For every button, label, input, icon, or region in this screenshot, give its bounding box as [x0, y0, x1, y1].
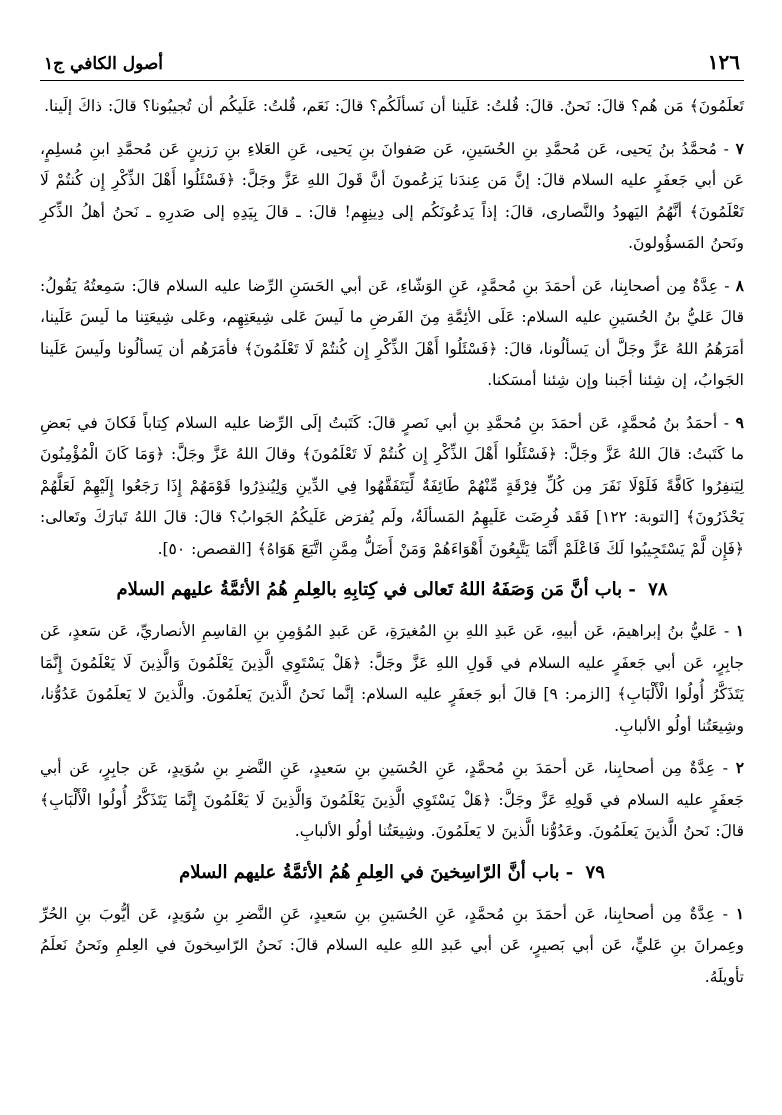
page-body	[40, 91, 744, 993]
page-number: ١٢٦	[707, 50, 740, 74]
book-title: أصول الكافي ج١	[44, 54, 164, 74]
chapter-heading: ٧٩ - باب أنَّ الرّاسِخينَ في العِلمِ هُمُ الأئمَّةُ عليهم السلام	[179, 861, 605, 883]
paragraph: ٧ - مُحمَّدُ بنُ يَحيى، عَن مُحمَّدِ بنِ الحُسَينِ، عَن صَفوانَ بنِ يَحيى، عَنِ العَلاءِ بنِ رَزينٍ عَن مُحمَّدِ ابنِ مُسلِمٍ، عَن أبي جَعفَرٍ عليه السلام قالَ: إنَّ مَن عِندَنا يَزعُمونَ أنَّ قَولَ اللهِ عَزَّ وجَلَّ: ﴿فَسْئَلُوا أَهْلَ الذِّكْرِ إِن كُنتُمْ لَا تَعْلَمُونَ﴾ أنَّهُمُ اليَهودُ والنَّصارى، قالَ: إذاً يَدعُونَكُم إلى دِينِهِم! قالَ: ـ قالَ بِيَدِهِ إلى صَدرِهِ ـ نَحنُ أهلُ الذِّكرِ ونَحنُ المَسؤُولونَ.	[40, 138, 744, 252]
paragraph: ٨ - عِدَّةٌ مِن أصحابِنا، عَن أحمَدَ بنِ مُحمَّدٍ، عَنِ الوَشّاءِ، عَن أبي الحَسَنِ الرِّضا عليه السلام قالَ: سَمِعتُهُ يَقُولُ: قالَ عَليُّ بنُ الحُسَينِ عليه السلام: عَلَى الأئِمَّةِ مِنَ الفَرضِ ما لَيسَ عَلى شِيعَتِهِم، وعَلى شِيعَتِنا ما لَيسَ عَلَينا، أمَرَهُمُ اللهُ عَزَّ وجَلَّ أن يَسألُونا، قالَ: ﴿فَسْئَلُوا أَهْلَ الذِّكْرِ إِن كُنتُمْ لَا تَعْلَمُونَ﴾ فأمَرَهُم أن يَسألُونا ولَيسَ عَلَينا الجَوابُ، إن شِئنا أجَبنا وإن شِئنا أمسَكنا.	[40, 275, 744, 389]
paragraph: ١ - عَليُّ بنُ إبراهيمَ، عَن أبيهِ، عَن عَبدِ اللهِ بنِ المُغيرَةِ، عَن عَبدِ المُؤمِنِ بنِ القاسِمِ الأنصاريِّ، عَن سَعدٍ، عَن جابِرٍ، عَن أبي جَعفَرٍ عليه السلام في قَولِ اللهِ عَزَّ وجَلَّ: ﴿هَلْ يَسْتَوِي الَّذِينَ يَعْلَمُونَ وَالَّذِينَ لَا يَعْلَمُونَ إِنَّمَا يَتَذَكَّرُ أُولُوا الْأَلْبَابِ﴾ [الزمر: ٩] قالَ أبو جَعفَرٍ عليه السلام: إنَّما نَحنُ الَّذينَ يَعلَمُونَ. والَّذينَ لا يَعلَمُونَ عَدُوُّنا، وشِيعَتُنا أولُو الألبابِ.	[40, 621, 745, 735]
page-header	[40, 40, 744, 74]
chapter-heading: ٧٨ - باب أنَّ مَن وَصَفَهُ اللهُ تَعالى في كِتابِهِ بالعِلمِ هُمُ الأئمَّةُ عليهم السلام	[116, 579, 668, 600]
paragraph: تَعلَمُونَ﴾ مَن هُم؟ قالَ: نَحنُ. قالَ: قُلتُ: عَلَينا أن نَسألَكُم؟ قالَ: نَعَم، قُلتُ: عَلَيكُم أن تُجيبُونا؟ قالَ: ذاكَ إلَينا.	[44, 97, 744, 115]
chapter-number: ٧٨	[648, 579, 668, 600]
hadith-number: ٢	[735, 758, 745, 777]
paragraph: ٢ - عِدَّةٌ مِن أصحابِنا، عَن أحمَدَ بنِ مُحمَّدٍ، عَنِ الحُسَينِ بنِ سَعيدٍ، عَنِ النَّضرِ بنِ سُوَيدٍ، عَن جابِرٍ، عَن أبي جَعفَرٍ عليه السلام في قَولِهِ عَزَّ وجَلَّ: ﴿هَلْ يَسْتَوِي الَّذِينَ يَعْلَمُونَ وَالَّذِينَ لَا يَعْلَمُونَ إِنَّمَا يَتَذَكَّرُ أُولُوا الْأَلْبَابِ﴾ قالَ: نَحنُ الَّذينَ يَعلَمُونَ. وعَدُوُّنا الَّذينَ لا يَعلَمُونَ. وشِيعَتُنا أولُو الألبابِ.	[40, 758, 745, 840]
chapter-title: باب أنَّ الرّاسِخينَ في العِلمِ هُمُ الأئمَّةُ عليهم السلام	[179, 861, 560, 883]
chapter-number: ٧٩	[585, 861, 605, 883]
hadith-number: ٧	[735, 138, 744, 158]
hadith-number: ٨	[735, 275, 744, 295]
chapter-title: باب أنَّ مَن وَصَفَهُ اللهُ تَعالى في كِتابِهِ بالعِلمِ هُمُ الأئمَّةُ عليهم السلام	[116, 579, 623, 600]
hadith-number: ٩	[735, 412, 744, 432]
header-rule	[40, 80, 744, 81]
hadith-number: ١	[735, 903, 745, 923]
paragraph: ٩ - أحمَدُ بنُ مُحمَّدٍ، عَن أحمَدَ بنِ مُحمَّدِ بنِ أبي نَصرٍ قالَ: كَتَبتُ إلَى الرِّضا عليه السلام كِتاباً فَكانَ في بَعضِ ما كَتَبتُ: قالَ اللهُ عَزَّ وجَلَّ: ﴿فَسْئَلُوا أَهْلَ الذِّكْرِ إِن كُنتُمْ لَا تَعْلَمُونَ﴾ وقالَ اللهُ عَزَّ وجَلَّ: ﴿وَمَا كَانَ الْمُؤْمِنُونَ لِيَنفِرُوا كَافَّةً فَلَوْلَا نَفَرَ مِن كُلِّ فِرْقَةٍ مِّنْهُمْ طَائِفَةٌ لِّيَتَفَقَّهُوا فِي الدِّينِ وَلِيُنذِرُوا قَوْمَهُمْ إِذَا رَجَعُوا إِلَيْهِمْ لَعَلَّهُمْ يَحْذَرُونَ﴾ [التوبة: ١٢٢] فَقَد فُرِضَت عَلَيهِمُ المَسألَةُ، ولَم يُفرَض عَلَيكُمُ الجَوابُ؟ قالَ: قالَ اللهُ تَبارَكَ وتَعالى: ﴿فَإِن لَّمْ يَسْتَجِيبُوا لَكَ فَاعْلَمْ أَنَّمَا يَتَّبِعُونَ أَهْوَاءَهُمْ وَمَنْ أَضَلُّ مِمَّنِ اتَّبَعَ هَوَاهُ﴾ [القصص: ٥٠].	[40, 412, 744, 558]
hadith-number: ١	[735, 621, 745, 640]
paragraph: ١ - عِدَّةٌ مِن أصحابِنا، عَن أحمَدَ بنِ مُحمَّدٍ، عَنِ الحُسَينِ بنِ سَعيدٍ، عَنِ النَّضرِ بنِ سُوَيدٍ، عَن أيُّوبَ بنِ الحُرِّ وعِمرانَ بنِ عَليٍّ، عَن أبي بَصيرٍ، عَن أبي عَبدِ اللهِ عليه السلام قالَ: نَحنُ الرّاسِخونَ في العِلمِ ونَحنُ نَعلَمُ تأويلَهُ.	[40, 903, 745, 986]
